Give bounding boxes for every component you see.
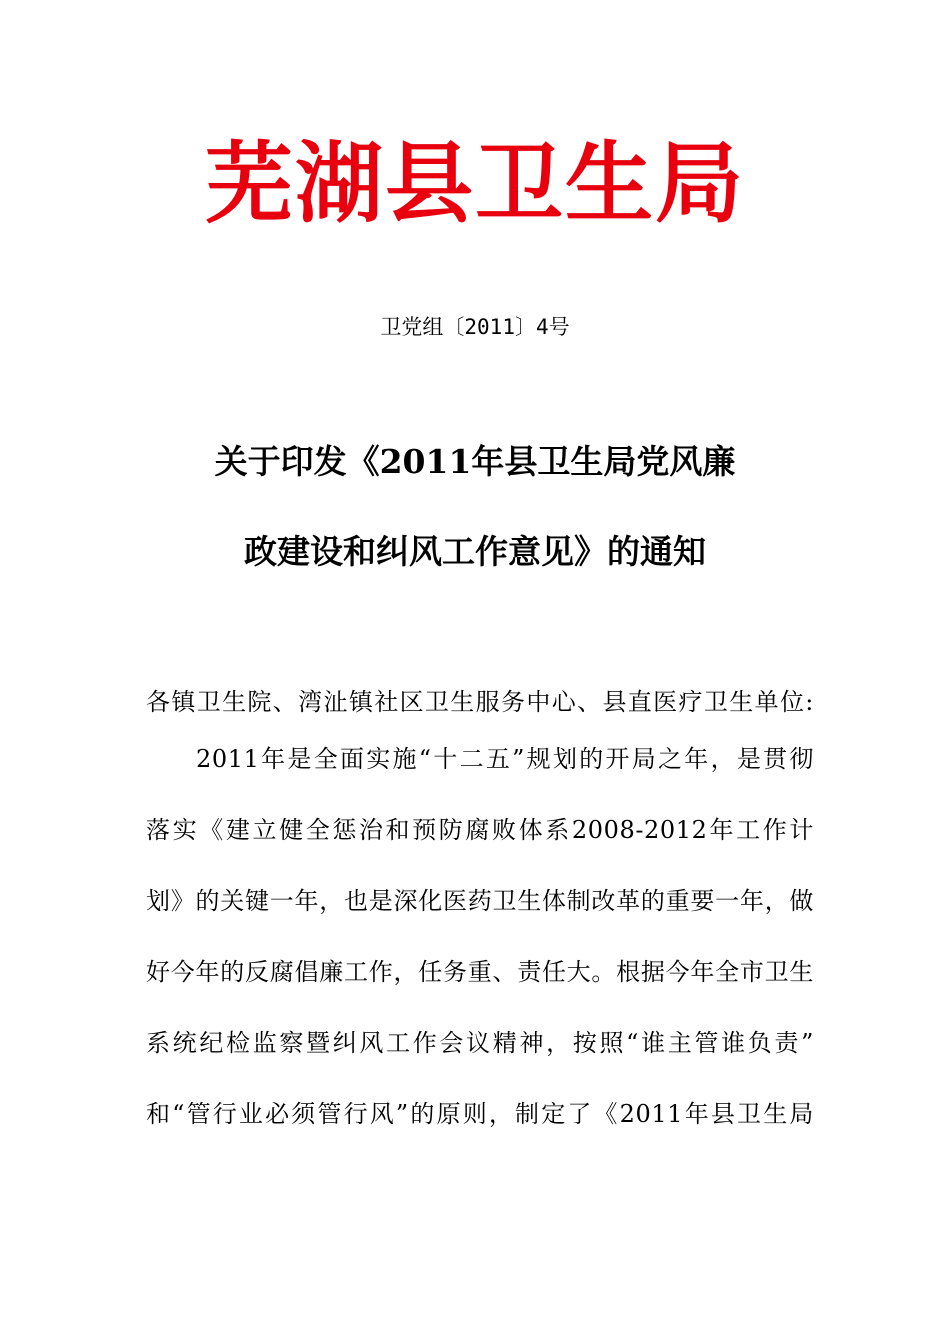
salutation: 各镇卫生院、湾沚镇社区卫生服务中心、县直医疗卫生单位:: [146, 688, 814, 716]
issuer-header-title: 芜湖县卫生局: [204, 131, 745, 235]
body-line-2: 落实《建立健全惩治和预防腐败体系2008-2012年工作计: [146, 816, 814, 844]
document-number: 卫党组〔2011〕4号: [380, 315, 570, 339]
body-line-4: 好今年的反腐倡廉工作，任务重、责任大。根据今年全市卫生: [146, 958, 814, 986]
notice-title-line-2: 政建设和纠风工作意见》的通知: [244, 532, 706, 571]
notice-title-line-1: 关于印发《2011年县卫生局党风廉: [214, 442, 736, 481]
body-line-1: 2011年是全面实施“十二五”规划的开局之年，是贯彻: [196, 745, 814, 773]
body-line-6: 和“管行业必须管行风”的原则，制定了《2011年县卫生局: [146, 1100, 814, 1128]
body-line-5: 系统纪检监察暨纠风工作会议精神，按照“谁主管谁负责”: [146, 1029, 814, 1057]
body-line-3: 划》的关键一年，也是深化医药卫生体制改革的重要一年，做: [146, 887, 814, 915]
